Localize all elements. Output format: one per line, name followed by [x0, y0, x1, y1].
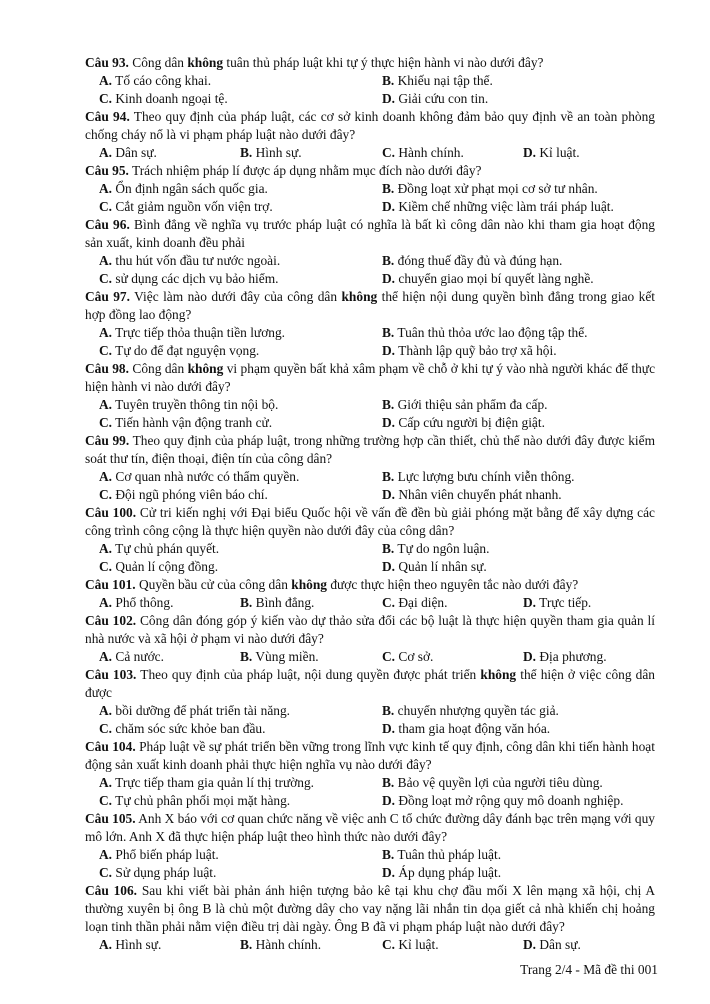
option-letter: C. [99, 721, 113, 736]
question-number: Câu 95. [85, 163, 129, 178]
option-text: Cơ quan nhà nước có thẩm quyền. [115, 469, 300, 484]
options-row [85, 90, 655, 108]
option-text: Hành chính. [255, 937, 322, 952]
question-block [85, 360, 655, 432]
question-text: Pháp luật về sự phát triển bền vững trong lĩnh vực kinh tế quy định, công dân khi tiến hành hoạt động sản xuất kinh doanh phải thực hiện nghĩa vụ nào dưới đây? [85, 739, 655, 772]
answer-option-d[interactable] [523, 594, 591, 612]
question-stem [85, 882, 655, 936]
question-number: Câu 99. [85, 433, 130, 448]
options-row [85, 144, 655, 162]
option-text: chuyển giao mọi bí quyết làng nghề. [398, 271, 594, 286]
option-text: Khiếu nại tập thể. [397, 73, 493, 88]
option-letter: C. [99, 559, 113, 574]
question-text: được thực hiện theo nguyên tắc nào dưới đây? [326, 577, 579, 592]
options-row [85, 648, 655, 666]
answer-option-a[interactable] [99, 846, 219, 864]
question-text: Theo quy định của pháp luật, nội dung quyền được phát triển [140, 667, 481, 682]
option-text: Đại diện. [398, 595, 448, 610]
options-row [85, 468, 655, 486]
options-row [85, 594, 655, 612]
question-number: Câu 102. [85, 613, 137, 628]
option-text: Kỉ luật. [539, 145, 580, 160]
option-letter: D. [382, 721, 396, 736]
option-letter: D. [382, 415, 396, 430]
answer-option-c[interactable] [99, 198, 273, 216]
options-row [85, 414, 655, 432]
question-block [85, 54, 655, 108]
question-stem [85, 738, 655, 774]
option-text: Đồng loạt xử phạt mọi cơ sở tư nhân. [397, 181, 598, 196]
answer-option-d[interactable] [382, 270, 594, 288]
options-row [85, 72, 655, 90]
emphasis-text: không [480, 667, 517, 682]
answer-option-a[interactable] [99, 72, 211, 90]
answer-option-d[interactable] [523, 936, 581, 954]
option-letter: A. [99, 253, 113, 268]
options-row [85, 198, 655, 216]
option-letter: C. [99, 415, 113, 430]
options-row [85, 540, 655, 558]
options-row [85, 792, 655, 810]
option-text: Tuyên truyền thông tin nội bộ. [115, 397, 279, 412]
emphasis-text: không [291, 577, 327, 592]
answer-option-a[interactable] [99, 324, 285, 342]
option-letter: C. [382, 649, 396, 664]
answer-option-a[interactable] [99, 180, 268, 198]
question-text: thể hiện nội dung quyền bình đẳng trong giao kết hợp đồng lao động? [85, 289, 655, 322]
option-letter: A. [99, 775, 113, 790]
answer-option-b[interactable] [382, 396, 548, 414]
option-text: chuyển nhượng quyền tác giả. [397, 703, 559, 718]
question-block [85, 216, 655, 288]
option-text: thu hút vốn đầu tư nước ngoài. [115, 253, 281, 268]
option-letter: D. [523, 937, 537, 952]
emphasis-text: không [187, 361, 224, 376]
option-text: Hình sự. [255, 145, 302, 160]
answer-option-a[interactable] [99, 396, 278, 414]
option-letter: B. [382, 541, 395, 556]
emphasis-text: không [187, 55, 224, 70]
question-stem [85, 54, 655, 72]
answer-option-a[interactable] [99, 144, 157, 162]
answer-option-b[interactable] [382, 180, 598, 198]
options-row [85, 864, 655, 882]
option-text: Giải cứu con tin. [398, 91, 489, 106]
option-letter: A. [99, 847, 113, 862]
question-number: Câu 93. [85, 55, 129, 70]
option-letter: C. [99, 487, 113, 502]
option-letter: C. [99, 271, 113, 286]
question-number: Câu 94. [85, 109, 130, 124]
options-row [85, 936, 655, 954]
question-block [85, 288, 655, 360]
question-block [85, 576, 655, 612]
question-text: Công dân đóng góp ý kiến vào dự thảo sửa đổi các bộ luật là thực hiện quyền tham gia quản lí nhà nước và xã hội ở phạm vi nào dưới đây? [85, 613, 655, 646]
option-letter: B. [240, 145, 253, 160]
option-letter: D. [382, 91, 396, 106]
option-text: Áp dụng pháp luật. [398, 865, 502, 880]
option-text: Sử dụng pháp luật. [115, 865, 217, 880]
option-text: Lực lượng bưu chính viễn thông. [397, 469, 575, 484]
option-text: sử dụng các dịch vụ bảo hiểm. [115, 271, 279, 286]
answer-option-a[interactable] [99, 702, 290, 720]
answer-option-d[interactable] [382, 90, 488, 108]
option-letter: B. [382, 253, 395, 268]
answer-option-c[interactable] [382, 936, 439, 954]
option-text: Trực tiếp. [539, 595, 592, 610]
answer-option-b[interactable] [382, 846, 501, 864]
question-number: Câu 105. [85, 811, 136, 826]
option-letter: C. [99, 793, 113, 808]
answer-option-b[interactable] [240, 594, 314, 612]
answer-option-c[interactable] [99, 792, 290, 810]
option-text: Cấp cứu người bị điện giật. [398, 415, 545, 430]
answer-option-d[interactable] [382, 720, 550, 738]
option-letter: A. [99, 703, 113, 718]
answer-option-a[interactable] [99, 594, 173, 612]
answer-option-c[interactable] [99, 864, 216, 882]
answer-option-b[interactable] [240, 648, 319, 666]
option-text: Quản lí nhân sự. [398, 559, 487, 574]
answer-option-b[interactable] [240, 936, 321, 954]
exam-page [85, 54, 655, 954]
option-text: tham gia hoạt động văn hóa. [398, 721, 551, 736]
question-stem [85, 504, 655, 540]
options-row [85, 720, 655, 738]
answer-option-a[interactable] [99, 468, 299, 486]
answer-option-c[interactable] [382, 144, 464, 162]
question-stem [85, 612, 655, 648]
answer-option-b[interactable] [382, 774, 603, 792]
option-text: Đội ngũ phóng viên báo chí. [115, 487, 268, 502]
option-text: Trực tiếp tham gia quản lí thị trường. [115, 775, 315, 790]
question-number: Câu 103. [85, 667, 137, 682]
option-text: Trực tiếp thỏa thuận tiền lương. [115, 325, 286, 340]
option-text: Kỉ luật. [398, 937, 439, 952]
option-letter: B. [240, 937, 253, 952]
answer-option-c[interactable] [99, 342, 259, 360]
question-number: Câu 96. [85, 217, 130, 232]
option-text: Nhân viên chuyển phát nhanh. [398, 487, 562, 502]
question-number: Câu 106. [85, 883, 138, 898]
options-row [85, 846, 655, 864]
options-row [85, 324, 655, 342]
option-letter: C. [382, 595, 396, 610]
option-text: Tự chủ phân phối mọi mặt hàng. [115, 793, 291, 808]
option-letter: A. [99, 469, 113, 484]
option-text: Tiến hành vận động tranh cử. [115, 415, 273, 430]
options-row [85, 180, 655, 198]
option-letter: D. [382, 271, 396, 286]
question-block [85, 612, 655, 666]
option-letter: A. [99, 181, 113, 196]
option-letter: B. [382, 703, 395, 718]
question-text: Theo quy định của pháp luật, trong những trường hợp cần thiết, chủ thể nào dưới đây được kiểm soát thư tín, điện thoại, điện tín của công dân? [85, 433, 655, 466]
option-letter: A. [99, 541, 113, 556]
option-text: Đồng loạt mở rộng quy mô doanh nghiệp. [398, 793, 624, 808]
answer-option-b[interactable] [382, 468, 575, 486]
answer-option-b[interactable] [240, 144, 302, 162]
question-number: Câu 97. [85, 289, 130, 304]
question-block [85, 162, 655, 216]
option-letter: C. [99, 199, 113, 214]
answer-option-a[interactable] [99, 252, 280, 270]
question-block [85, 504, 655, 576]
question-text: Công dân [132, 55, 188, 70]
question-text: Việc làm nào dưới đây của công dân [134, 289, 342, 304]
question-block [85, 108, 655, 162]
option-text: Tuân thủ pháp luật. [397, 847, 502, 862]
option-letter: D. [523, 145, 537, 160]
answer-option-a[interactable] [99, 774, 314, 792]
options-row [85, 270, 655, 288]
answer-option-d[interactable] [382, 792, 623, 810]
question-stem [85, 216, 655, 252]
answer-option-b[interactable] [382, 252, 562, 270]
question-stem [85, 576, 655, 594]
option-text: Bình đẳng. [255, 595, 315, 610]
question-number: Câu 98. [85, 361, 129, 376]
answer-option-c[interactable] [99, 720, 265, 738]
options-row [85, 396, 655, 414]
answer-option-d[interactable] [382, 864, 501, 882]
answer-option-c[interactable] [99, 90, 228, 108]
question-text: Trách nhiệm pháp lí được áp dụng nhằm mục đích nào dưới đây? [132, 163, 482, 178]
option-text: Cả nước. [115, 649, 164, 664]
options-row [85, 342, 655, 360]
option-letter: A. [99, 145, 113, 160]
option-letter: D. [382, 793, 396, 808]
option-text: Tố cáo công khai. [115, 73, 212, 88]
answer-option-d[interactable] [382, 558, 487, 576]
options-row [85, 774, 655, 792]
question-text: tuân thủ pháp luật khi tự ý thực hiện hành vi nào dưới đây? [223, 55, 544, 70]
question-stem [85, 666, 655, 702]
question-block [85, 882, 655, 954]
answer-option-b[interactable] [382, 702, 559, 720]
option-letter: D. [382, 487, 396, 502]
question-number: Câu 100. [85, 505, 137, 520]
option-text: Cơ sở. [398, 649, 434, 664]
option-letter: B. [382, 847, 395, 862]
option-text: Cắt giảm nguồn vốn viện trợ. [115, 199, 273, 214]
emphasis-text: không [341, 289, 378, 304]
option-text: Tuân thủ thỏa ước lao động tập thể. [397, 325, 588, 340]
answer-option-d[interactable] [382, 342, 557, 360]
option-letter: B. [382, 181, 395, 196]
option-text: Tự chủ phán quyết. [115, 541, 220, 556]
question-stem [85, 810, 655, 846]
answer-option-b[interactable] [382, 72, 493, 90]
question-stem [85, 360, 655, 396]
answer-option-a[interactable] [99, 936, 161, 954]
question-stem [85, 108, 655, 144]
question-text: Quyền bầu cử của công dân [138, 577, 292, 592]
question-text: thể hiện ở việc công dân được [85, 667, 656, 700]
options-row [85, 702, 655, 720]
question-block [85, 666, 655, 738]
option-letter: A. [99, 397, 113, 412]
option-letter: B. [382, 469, 395, 484]
option-letter: A. [99, 73, 113, 88]
option-letter: B. [240, 595, 253, 610]
option-text: Bảo vệ quyền lợi của người tiêu dùng. [397, 775, 603, 790]
page-footer: Trang 2/4 - Mã đề thi 001 [520, 962, 658, 977]
option-text: Dân sự. [539, 937, 581, 952]
answer-option-a[interactable] [99, 540, 219, 558]
option-letter: C. [382, 937, 396, 952]
question-stem [85, 288, 655, 324]
option-text: Hành chính. [398, 145, 464, 160]
answer-option-d[interactable] [382, 198, 614, 216]
answer-option-c[interactable] [99, 270, 278, 288]
option-letter: B. [240, 649, 253, 664]
option-text: Vùng miền. [255, 649, 319, 664]
option-letter: B. [382, 397, 395, 412]
question-text: Theo quy định của pháp luật, các cơ sở kinh doanh không đảm bảo quy định về an toàn phòng chống cháy nổ là vi phạm pháp luật nào dưới đây? [85, 109, 655, 142]
option-text: Dân sự. [115, 145, 157, 160]
option-letter: B. [382, 325, 395, 340]
option-text: Phổ biến pháp luật. [115, 847, 219, 862]
option-text: Thành lập quỹ bảo trợ xã hội. [398, 343, 557, 358]
question-stem [85, 432, 655, 468]
option-text: Hình sự. [115, 937, 162, 952]
question-number: Câu 101. [85, 577, 136, 592]
option-text: Địa phương. [539, 649, 607, 664]
option-letter: C. [99, 91, 113, 106]
option-letter: C. [99, 865, 113, 880]
question-block [85, 738, 655, 810]
question-block [85, 432, 655, 504]
option-text: Tự do để đạt nguyện vọng. [115, 343, 260, 358]
answer-option-b[interactable] [382, 540, 489, 558]
answer-option-d[interactable] [523, 144, 580, 162]
option-letter: B. [382, 73, 395, 88]
answer-option-a[interactable] [99, 648, 164, 666]
option-text: Giới thiệu sản phẩm đa cấp. [397, 397, 548, 412]
answer-option-d[interactable] [382, 486, 562, 504]
option-letter: D. [382, 199, 396, 214]
question-text: Sau khi viết bài phản ánh hiện tượng bảo kê tại khu chợ đầu mối X lên mạng xã hội, chị A thường xuyên bị ông B là chủ một đường dây cho vay nặng lãi nhắn tin dọa giết cả nhà khiến chị hoảng loạn tinh thần phải nằm viện điều trị dài ngày. Ông B đã vi phạm pháp luật nào dưới đây? [85, 883, 655, 934]
option-text: đóng thuế đầy đủ và đúng hạn. [397, 253, 563, 268]
options-row [85, 558, 655, 576]
answer-option-d[interactable] [382, 414, 545, 432]
options-row [85, 486, 655, 504]
answer-option-b[interactable] [382, 324, 588, 342]
question-number: Câu 104. [85, 739, 136, 754]
option-text: Kinh doanh ngoại tệ. [115, 91, 228, 106]
question-text: Bình đẳng về nghĩa vụ trước pháp luật có nghĩa là bất kì công dân nào khi tham gia hoạt động sản xuất, kinh doanh đều phải [85, 217, 655, 250]
question-text: Cử tri kiến nghị với Đại biểu Quốc hội về vấn đề đền bù giải phóng mặt bằng để xây dựng các công trình công cộng là thực hiện quyền nào dưới đây của công dân? [85, 505, 655, 538]
option-letter: A. [99, 595, 113, 610]
option-text: Kiềm chế những việc làm trái pháp luật. [398, 199, 614, 214]
option-letter: D. [382, 343, 396, 358]
option-letter: B. [382, 775, 395, 790]
answer-option-c[interactable] [99, 414, 272, 432]
option-letter: D. [382, 865, 396, 880]
option-letter: D. [382, 559, 396, 574]
option-letter: D. [523, 649, 537, 664]
option-letter: D. [523, 595, 537, 610]
option-text: Tự do ngôn luận. [397, 541, 490, 556]
question-text: Công dân [132, 361, 188, 376]
question-text: Anh X báo với cơ quan chức năng về việc anh C tổ chức đường dây đánh bạc trên mạng với quy mô lớn. Anh X đã thực hiện pháp luật theo hình thức nào dưới đây? [85, 811, 655, 844]
option-text: chăm sóc sức khỏe ban đầu. [115, 721, 266, 736]
option-text: Phổ thông. [115, 595, 174, 610]
option-text: Quản lí cộng đồng. [115, 559, 219, 574]
option-letter: A. [99, 649, 113, 664]
option-text: bồi dưỡng để phát triển tài năng. [115, 703, 291, 718]
question-block [85, 810, 655, 882]
question-stem [85, 162, 655, 180]
answer-option-c[interactable] [382, 594, 447, 612]
answer-option-c[interactable] [382, 648, 433, 666]
options-row [85, 252, 655, 270]
option-text: Ổn định ngân sách quốc gia. [115, 181, 268, 196]
answer-option-c[interactable] [99, 558, 218, 576]
option-letter: C. [382, 145, 396, 160]
option-letter: C. [99, 343, 113, 358]
option-letter: A. [99, 937, 113, 952]
option-letter: A. [99, 325, 113, 340]
answer-option-c[interactable] [99, 486, 268, 504]
question-text: vi phạm quyền bất khả xâm phạm về chỗ ở khi tự ý vào nhà người khác để thực hiện hành vi nào dưới đây? [85, 361, 656, 394]
answer-option-d[interactable] [523, 648, 607, 666]
